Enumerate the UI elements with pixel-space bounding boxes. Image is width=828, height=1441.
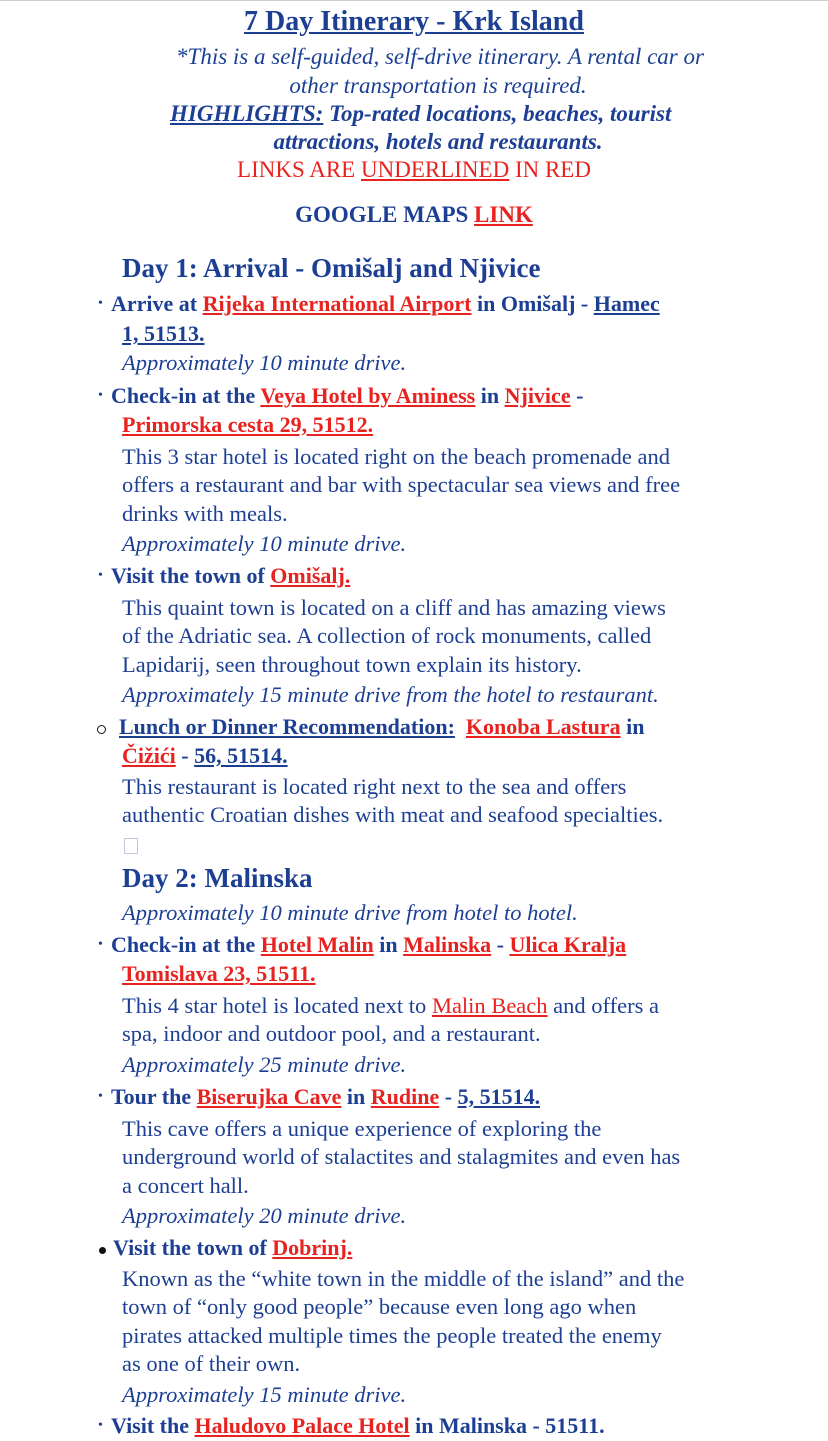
highlights-text-1: Top-rated locations, beaches, tourist [323,101,672,126]
day1-arrive-line2 [122,319,742,349]
lunch-in: in [620,714,645,739]
day1-approx-3: Approximately 15 minute drive from the hotel to restaurant. [122,682,659,707]
bullet-icon: • [98,1418,103,1433]
highlights-line-1 [170,99,671,128]
links-note-underlined: UNDERLINED [360,157,510,182]
day2-checkin-desc-1a: This 4 star hotel is located next to [122,993,432,1018]
day2-visit-desc-1: Known as the “white town in the middle of the island” and the [122,1266,685,1291]
day1-checkin-desc-3: drinks with meals. [122,501,288,526]
day1-visit-item [111,561,731,591]
airport-address-link-2[interactable]: 1, 51513. [122,321,205,346]
day1-visit-desc-2: of the Adriatic sea. A collection of rock monuments, called [122,623,652,648]
day1-lunch-desc-1: This restaurant is located right next to the sea and offers [122,774,627,799]
omisalj-link[interactable]: Omišalj. [270,563,351,588]
airport-address-link[interactable]: Hamec [593,291,660,316]
palace-mid: in Malinska - 51511. [409,1413,605,1438]
highlights-label: HIGHLIGHTS: [170,101,324,126]
malin-address-link[interactable]: Ulica Kralja [509,932,627,957]
day2-checkin-desc-1b: and offers a [547,993,659,1018]
day2-tour-desc-3: a concert hall. [122,1173,249,1198]
konoba-lastura-link[interactable]: Konoba Lastura [465,714,621,739]
google-maps-label: GOOGLE MAPS [295,202,475,227]
day2-visit-desc-3: pirates attacked multiple times the people treated the enemy [122,1323,662,1348]
page-title: 7 Day Itinerary - Krk Island [244,6,584,37]
day1-approx-2: Approximately 10 minute drive. [122,531,407,556]
bullet-icon: • [98,296,103,311]
day1-checkin-desc-1: This 3 star hotel is located right on the beach promenade and [122,444,670,469]
palace-prefix: Visit the [111,1413,195,1438]
day2-heading: Day 2: Malinska [122,863,313,893]
day1-lunch-line2 [122,741,742,771]
checkin-dash: - [570,383,584,408]
links-note-c: IN RED [509,157,591,182]
bullet-icon: • [98,1089,103,1104]
day2-checkin-in: in [373,932,404,957]
haludovo-palace-link[interactable]: Haludovo Palace Hotel [194,1413,410,1438]
cizici-link[interactable]: Čižići [122,743,176,768]
biserujka-address-link[interactable]: 5, 51514. [457,1084,541,1109]
day1-checkin-item [111,381,741,411]
arrive-prefix: Arrive at [111,291,203,316]
hotel-malin-link[interactable]: Hotel Malin [260,932,374,957]
bullet-icon: • [98,937,103,952]
biserujka-cave-link[interactable]: Biserujka Cave [196,1084,342,1109]
top-border [0,0,828,1]
hollow-bullet-icon [97,725,106,734]
checkin-mid: in [475,383,505,408]
dobrinj-link[interactable]: Dobrinj. [272,1235,353,1260]
day2-approx-3: Approximately 15 minute drive. [122,1382,407,1407]
intro-line-1: *This is a self-guided, self-drive itinerary. A rental car or [176,44,704,69]
day1-heading: Day 1: Arrival - Omišalj and Njivice [122,253,541,283]
njivice-link[interactable]: Njivice [504,383,571,408]
veya-address-link[interactable]: Primorska cesta 29, 51512. [122,412,374,437]
day2-visit-prefix: Visit the town of [113,1235,273,1260]
day1-checkin-desc-2: offers a restaurant and bar with spectacular sea views and free [122,472,681,497]
day1-visit-desc-1: This quaint town is located on a cliff and has amazing views [122,595,666,620]
day2-tour-desc-2: underground world of stalactites and stalagmites and even has [122,1144,681,1169]
malin-beach-link[interactable]: Malin Beach [431,993,548,1018]
tour-dash: - [439,1084,458,1109]
lunch-label: Lunch or Dinner Recommendation: [119,714,455,739]
day2-checkin-prefix: Check-in at the [111,932,261,957]
airport-link[interactable]: Rijeka International Airport [202,291,472,316]
day1-lunch-desc-2: authentic Croatian dishes with meat and seafood specialties. [122,802,664,827]
rudine-link[interactable]: Rudine [370,1084,440,1109]
tour-in: in [341,1084,371,1109]
day2-checkin-item [111,930,741,960]
day2-checkin-desc-1 [122,992,742,1021]
day2-approx-1: Approximately 25 minute drive. [122,1052,407,1077]
day2-tour-item [111,1082,731,1112]
visit-prefix: Visit the town of [111,563,271,588]
day2-checkin-line2 [122,959,742,989]
links-note-a: LINKS ARE [237,157,361,182]
day1-approx-1: Approximately 10 minute drive. [122,350,407,375]
day2-palace-item [111,1411,741,1441]
day1-lunch-item [119,712,749,742]
bullet-icon: • [98,568,103,583]
day1-checkin-line2 [122,410,742,440]
day2-visit-desc-4: as one of their own. [122,1351,301,1376]
konoba-address-link[interactable]: 56, 51514. [194,743,288,768]
bullet-icon: • [98,388,103,403]
image-placeholder-icon [124,838,138,854]
bullet-icon [99,1247,106,1254]
links-note [0,155,828,184]
google-maps-line [0,202,828,228]
day2-checkin-desc-2: spa, indoor and outdoor pool, and a restaurant. [122,1021,541,1046]
checkin-prefix: Check-in at the [111,383,261,408]
day2-approx-0: Approximately 10 minute drive from hotel to hotel. [122,900,578,925]
day2-visit-item [113,1233,733,1263]
day2-checkin-dash: - [491,932,510,957]
malinska-link[interactable]: Malinska [403,932,492,957]
google-maps-link[interactable]: LINK [474,202,533,227]
day2-tour-desc-1: This cave offers a unique experience of exploring the [122,1116,602,1141]
highlights-line-2: attractions, hotels and restaurants. [273,129,603,154]
lunch-dash: - [175,743,195,768]
intro-line-2: other transportation is required. [289,73,587,98]
malin-address-link-2[interactable]: Tomislava 23, 51511. [122,961,316,986]
arrive-mid: in Omišalj - [471,291,594,316]
day1-visit-desc-3: Lapidarij, seen throughout town explain its history. [122,652,582,677]
veya-hotel-link[interactable]: Veya Hotel by Aminess [260,383,476,408]
tour-prefix: Tour the [111,1084,197,1109]
day1-arrive-item [111,289,741,319]
day2-visit-desc-2: town of “only good people” because even long ago when [122,1294,637,1319]
day2-approx-2: Approximately 20 minute drive. [122,1203,407,1228]
